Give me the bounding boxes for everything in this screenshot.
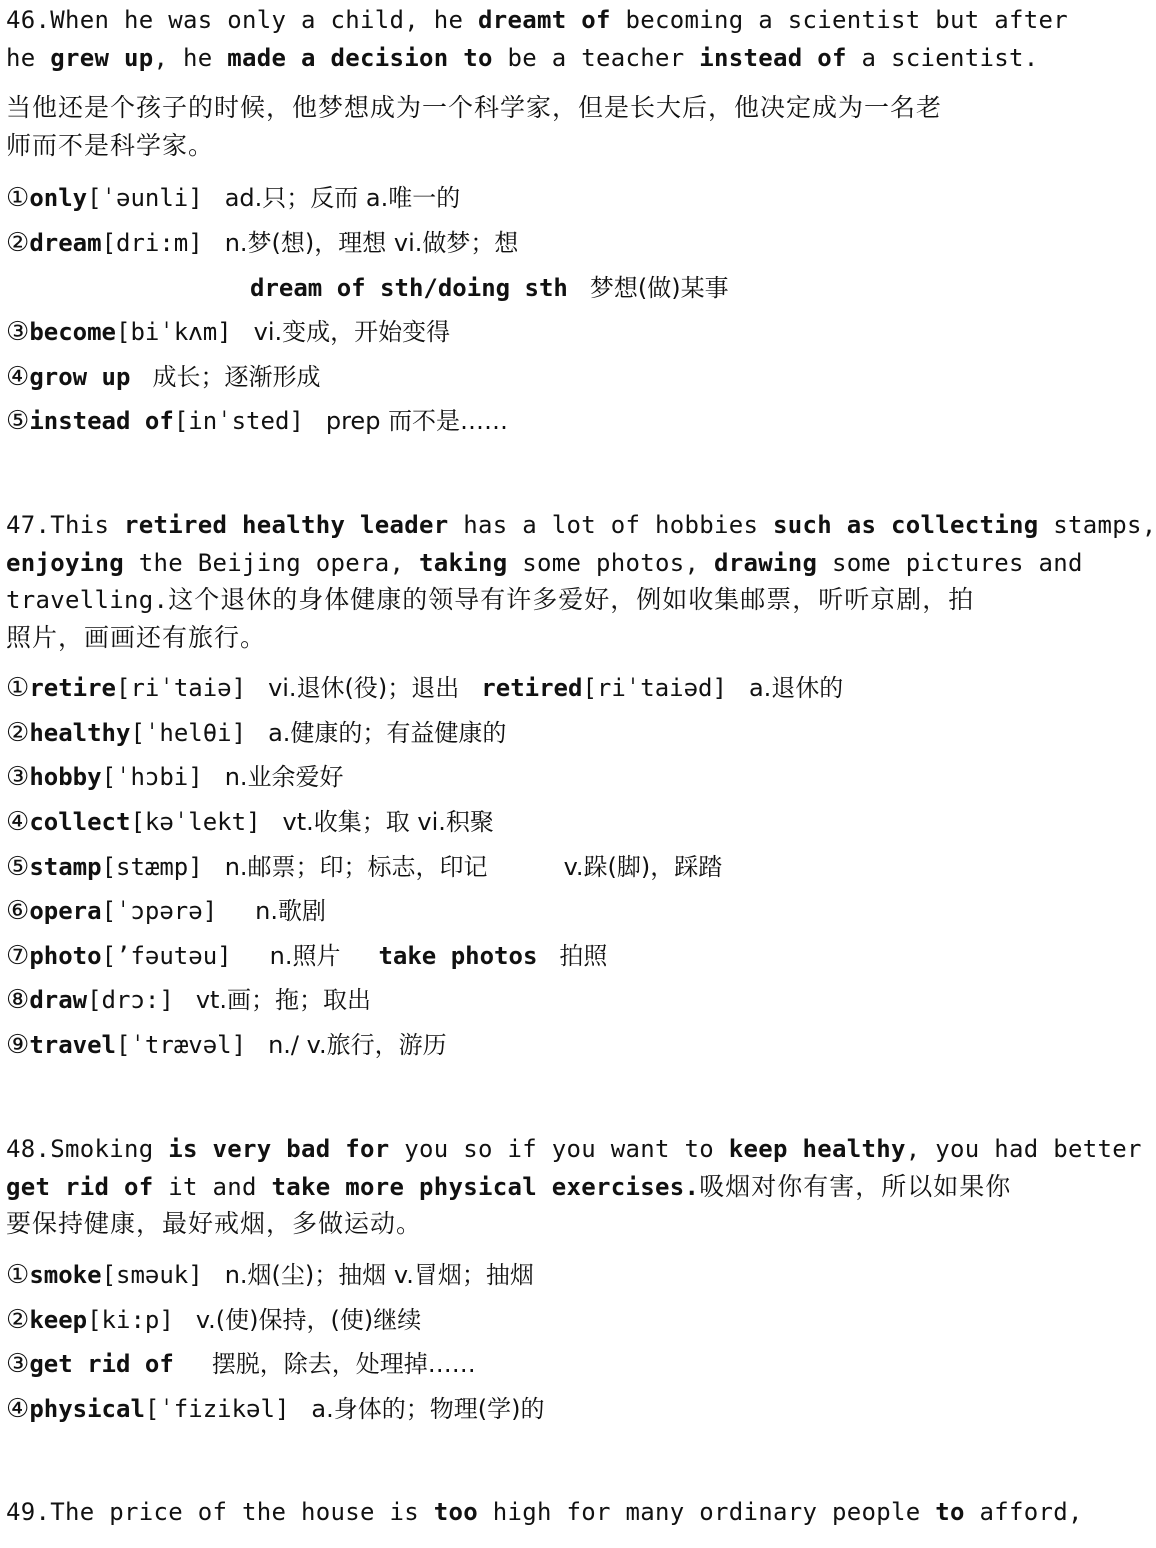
s47-vocab-9: ⑨travel[ˈtrævəl] n./ v.旅行，游历 bbox=[6, 1030, 447, 1060]
s48-vocab-3: ③get rid of 摆脱，除去，处理掉…… bbox=[6, 1349, 476, 1379]
s46-vocab-2-phrase: dream of sth/doing sth 梦想(做)某事 bbox=[250, 274, 729, 302]
s48-sentence-line-1: 48.Smoking is very bad for you so if you want to keep healthy, you had better bbox=[6, 1135, 1142, 1163]
s47-sentence-line-2: enjoying the Beijing opera, taking some photos, drawing some pictures and bbox=[6, 549, 1083, 577]
s47-translation-line-2: 照片，画画还有旅行。 bbox=[6, 623, 267, 652]
s47-sentence-line-1: 47.This retired healthy leader has a lot of hobbies such as collecting stamps, bbox=[6, 511, 1156, 539]
s47-vocab-6: ⑥opera[ˈɔpərə] n.歌剧 bbox=[6, 896, 326, 926]
s47-sentence-line-3: travelling.这个退休的身体健康的领导有许多爱好，例如收集邮票，听听京剧，拍 bbox=[6, 585, 975, 614]
s47-vocab-4: ④collect[kəˈlekt] vt.收集；取 vi.积聚 bbox=[6, 807, 494, 837]
s46-translation-line-1: 当他还是个孩子的时候，他梦想成为一个科学家，但是长大后，他决定成为一名老 bbox=[6, 93, 943, 122]
s46-vocab-2: ②dream[dri:m] n.梦(想)，理想 vi.做梦；想 bbox=[6, 228, 519, 258]
s48-translation-line-2: 要保持健康，最好戒烟，多做运动。 bbox=[6, 1209, 423, 1238]
s46-vocab-1: ①only[ˈəunli] ad.只；反而 a.唯一的 bbox=[6, 183, 461, 213]
s48-vocab-2: ②keep[ki:p] v.(使)保持，(使)继续 bbox=[6, 1305, 422, 1335]
s46-sentence-line-2: he grew up, he made a decision to be a teacher instead of a scientist. bbox=[6, 44, 1039, 72]
s48-sentence-line-2: get rid of it and take more physical exercises.吸烟对你有害，所以如果你 bbox=[6, 1172, 1012, 1201]
s47-vocab-2: ②healthy[ˈhelθi] a.健康的；有益健康的 bbox=[6, 718, 507, 748]
s48-vocab-1: ①smoke[sməuk] n.烟(尘)；抽烟 v.冒烟；抽烟 bbox=[6, 1260, 534, 1290]
s46-translation-line-2: 师而不是科学家。 bbox=[6, 131, 215, 160]
s46-vocab-5: ⑤instead of[inˈsted] prep 而不是…… bbox=[6, 406, 509, 436]
s49-sentence-line-1: 49.The price of the house is too high for many ordinary people to afford, bbox=[6, 1498, 1083, 1526]
s47-vocab-3: ③hobby[ˈhɔbi] n.业余爱好 bbox=[6, 762, 344, 792]
s46-vocab-4: ④grow up 成长；逐渐形成 bbox=[6, 362, 321, 392]
s46-vocab-3: ③become[biˈkʌm] vi.变成，开始变得 bbox=[6, 317, 451, 347]
s47-vocab-8: ⑧draw[drɔ:] vt.画；拖；取出 bbox=[6, 985, 372, 1015]
s48-vocab-4: ④physical[ˈfizikəl] a.身体的；物理(学)的 bbox=[6, 1394, 545, 1424]
s47-vocab-1: ①retire[riˈtaiə] vi.退休(役)；退出 retired[riˈtaiəd] a.退休的 bbox=[6, 673, 844, 703]
s46-sentence-line-1: 46.When he was only a child, he dreamt of becoming a scientist but after bbox=[6, 6, 1068, 34]
s47-vocab-5: ⑤stamp[stæmp] n.邮票；印；标志，印记 v.跺(脚)，踩踏 bbox=[6, 852, 723, 882]
s47-vocab-7: ⑦photo[’fəutəu] n.照片 take photos 拍照 bbox=[6, 941, 608, 971]
